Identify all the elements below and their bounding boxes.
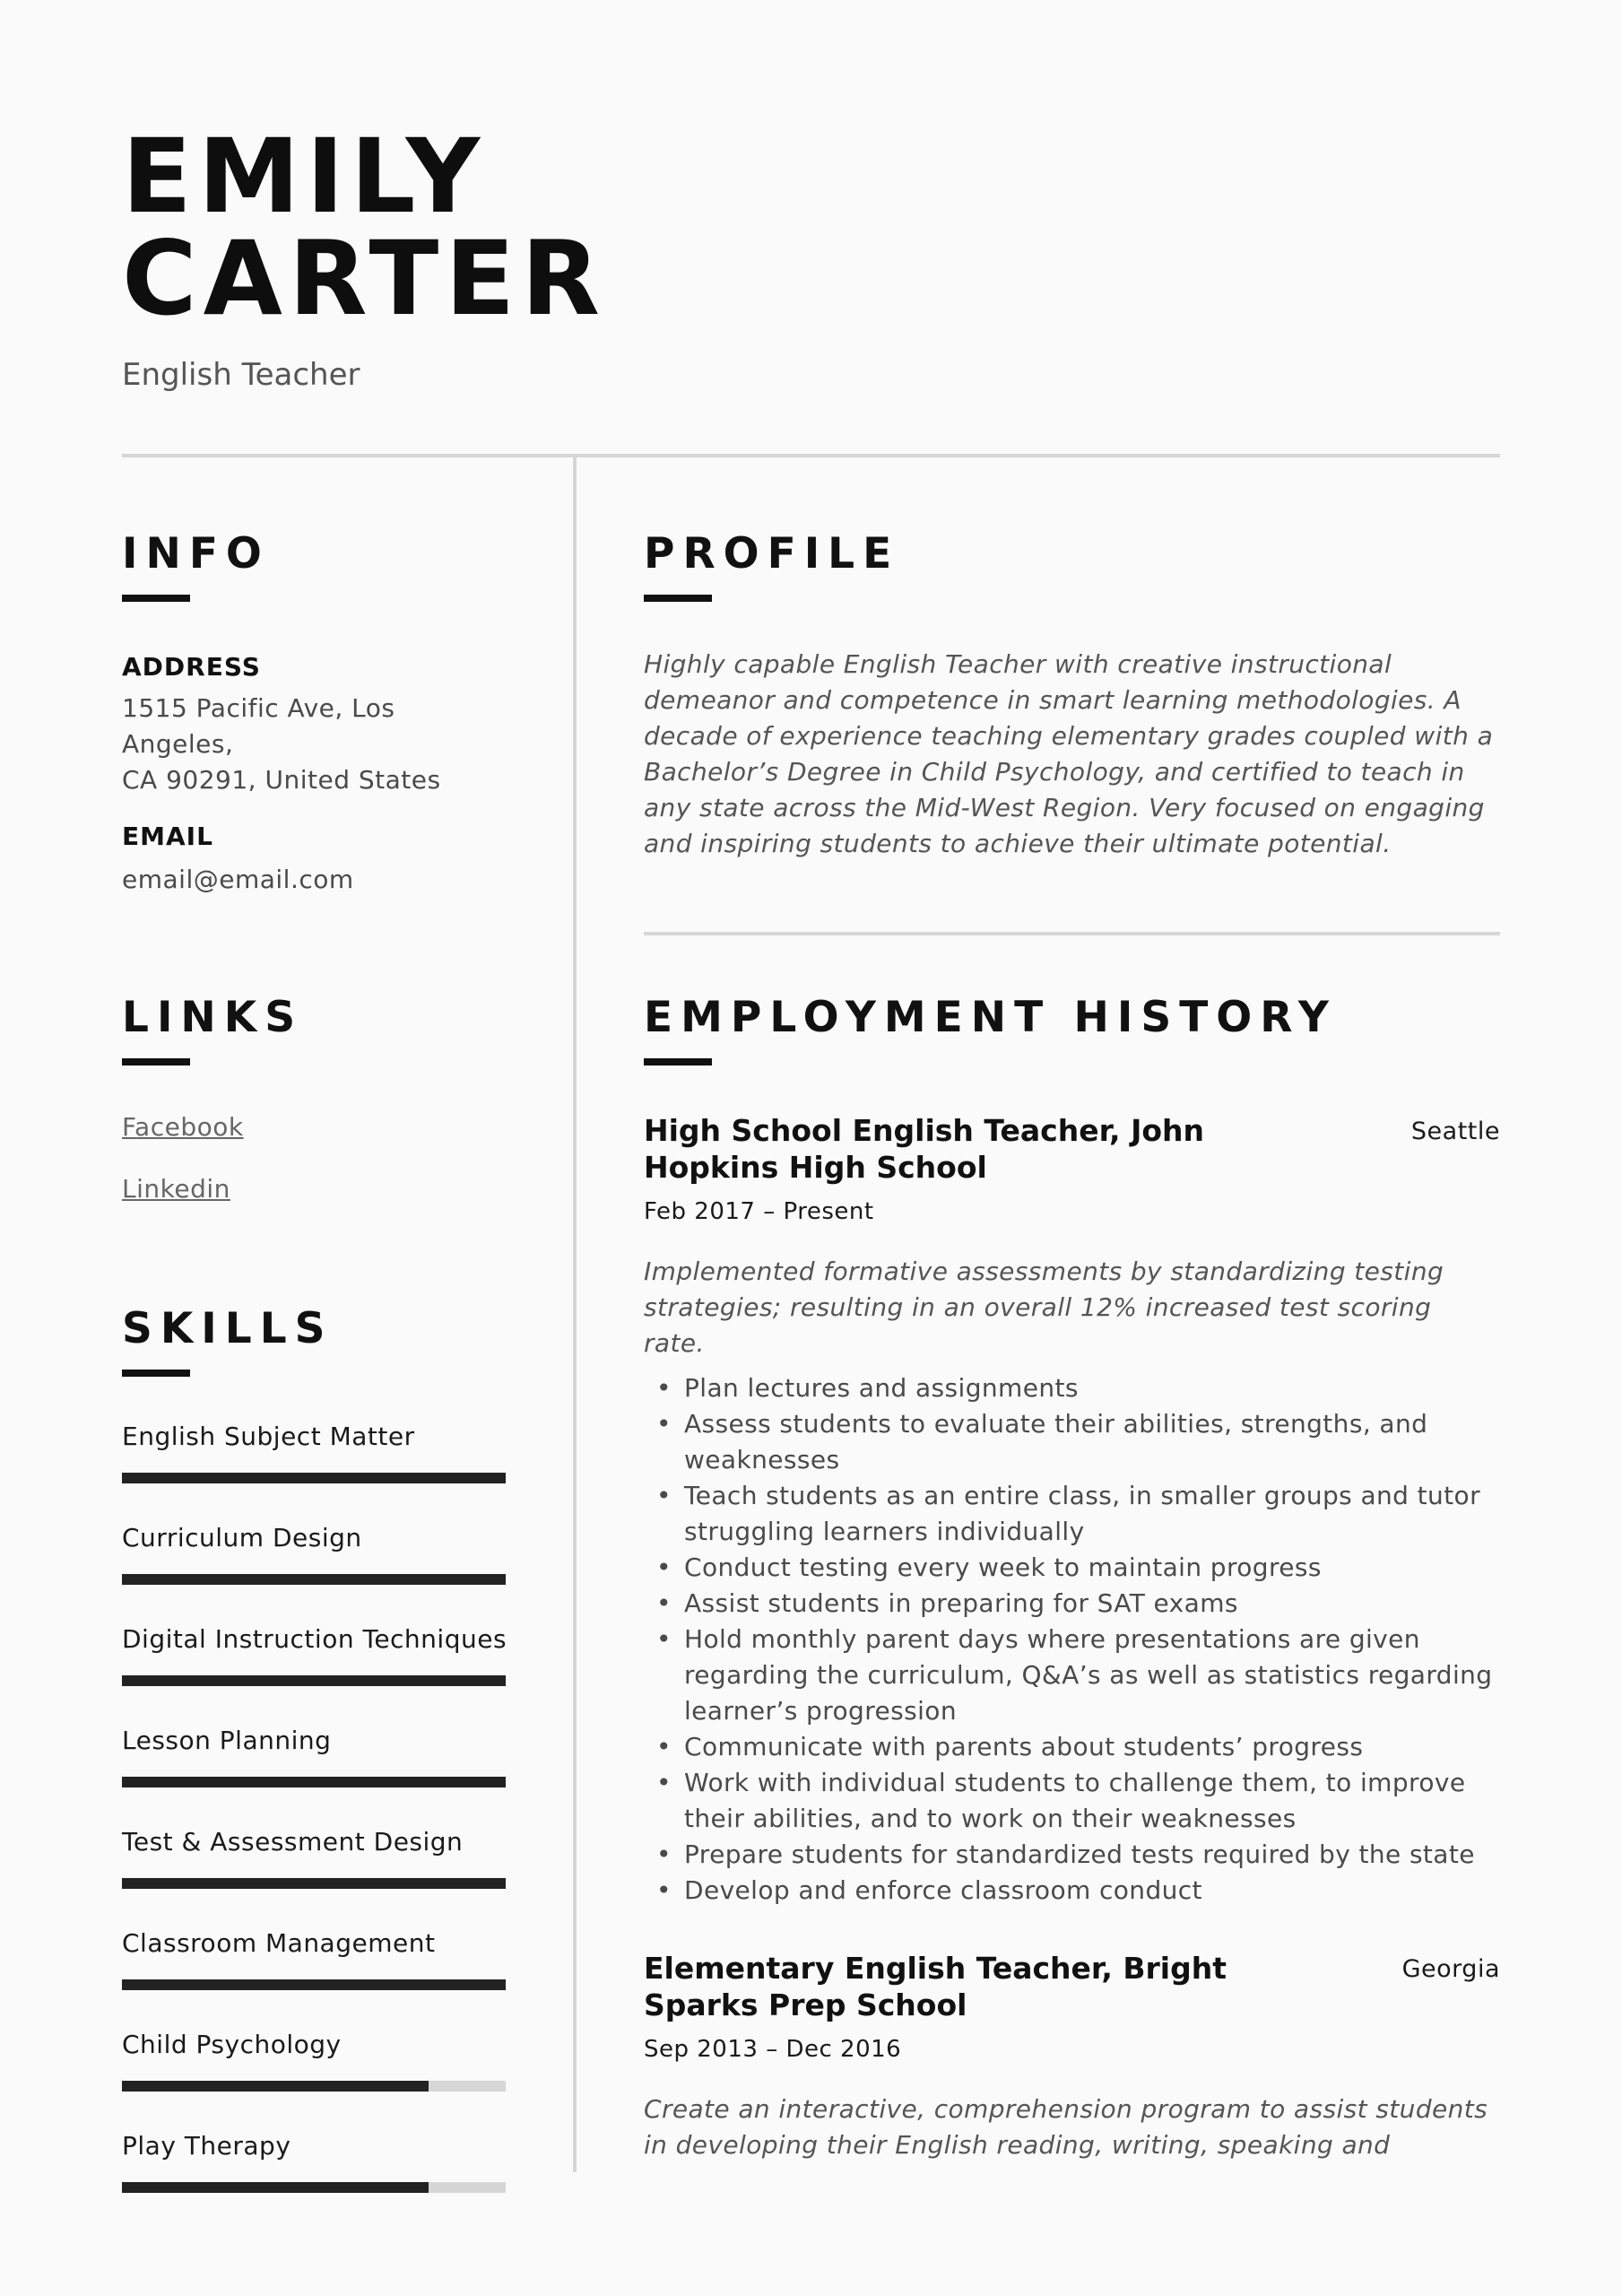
list-item: • Plan lectures and assignments (644, 1370, 1500, 1406)
skill-name: Digital Instruction Techniques (122, 1624, 507, 1654)
job-header (644, 1950, 1500, 2023)
skill-level-bar (122, 1777, 506, 1787)
job-duties-list (644, 1370, 1500, 1909)
job-description: Create an interactive, comprehension program to assist students in developing their English reading, writing, speaking and (644, 2094, 1488, 2160)
employment-section (644, 993, 1500, 2163)
facebook-link[interactable]: Facebook (122, 1112, 244, 1142)
job-dates: Feb 2017 – Present (644, 1198, 874, 1225)
left-column (122, 457, 507, 2193)
profile-heading-bar (644, 595, 712, 602)
right-column (644, 457, 1500, 2163)
column-divider (573, 457, 577, 2172)
job-entry (644, 1112, 1500, 1909)
skill-name: Test & Assessment Design (122, 1827, 464, 1857)
list-item: • Assess students to evaluate their abilities, strengths, and weaknesses (644, 1406, 1500, 1478)
skill-level-fill (122, 1675, 506, 1686)
list-item: • Hold monthly parent days where presentations are given regarding the curriculum, Q&A’s as well as statistics regarding learner’s progression (644, 1622, 1500, 1729)
info-heading-bar (122, 595, 190, 602)
job-location: Georgia (1401, 1955, 1500, 1983)
skill-level-bar (122, 1675, 506, 1686)
profile-section (644, 529, 1500, 862)
skill-level-bar (122, 2081, 506, 2092)
job-dates: Sep 2013 – Dec 2016 (644, 2036, 902, 2063)
employment-heading: EMPLOYMENT HISTORY (644, 993, 1337, 1042)
skill-name: Play Therapy (122, 2131, 291, 2161)
skill-item (122, 1624, 507, 1686)
skill-level-fill (122, 2081, 429, 2092)
skills-heading-bar (122, 1370, 190, 1377)
skill-item (122, 1523, 507, 1585)
skill-level-fill (122, 1473, 506, 1483)
skill-item (122, 2131, 507, 2193)
skill-item (122, 2030, 507, 2092)
links-heading-bar (122, 1058, 190, 1065)
candidate-name (122, 117, 606, 338)
skills-section (122, 1304, 507, 2193)
job-description: Implemented formative assessments by standardizing testing strategies; resulting in an overall 12% increased test scoring rate. (644, 1257, 1444, 1358)
skill-level-fill (122, 1878, 506, 1889)
list-item: • Work with individual students to challenge them, to improve their abilities, and to work on their weaknesses (644, 1765, 1500, 1837)
job-title-employer: High School English Teacher, John Hopkins High School (644, 1113, 1205, 1185)
list-item: • Conduct testing every week to maintain progress (644, 1550, 1500, 1586)
address-label: ADDRESS (122, 652, 261, 682)
skill-name: Curriculum Design (122, 1523, 362, 1552)
skill-level-bar (122, 1878, 506, 1889)
list-item: • Communicate with parents about students’ progress (644, 1729, 1500, 1765)
first-name: EMILY (122, 117, 487, 236)
list-item: • Teach students as an entire class, in smaller groups and tutor struggling learners individually (644, 1478, 1500, 1550)
skill-item (122, 1928, 507, 1990)
skill-level-fill (122, 1777, 506, 1787)
links-heading: LINKS (122, 993, 304, 1042)
links-section (122, 993, 507, 1204)
job-entry (644, 1950, 1500, 2163)
address-line-2: CA 90291, United States (122, 765, 441, 795)
list-item: • Assist students in preparing for SAT exams (644, 1586, 1500, 1622)
skill-level-fill (122, 1574, 506, 1585)
list-item: • Prepare students for standardized tests required by the state (644, 1837, 1500, 1873)
skill-level-bar (122, 2182, 506, 2193)
email-label: EMAIL (122, 822, 213, 851)
email-value: email@email.com (122, 865, 354, 894)
address-line-1: 1515 Pacific Ave, Los Angeles, (122, 693, 395, 759)
skill-name: Classroom Management (122, 1928, 436, 1958)
linkedin-link[interactable]: Linkedin (122, 1174, 230, 1204)
job-header (644, 1112, 1500, 1186)
list-item: • Develop and enforce classroom conduct (644, 1873, 1500, 1909)
skill-item (122, 1422, 507, 1483)
skill-level-bar (122, 1473, 506, 1483)
info-heading: INFO (122, 529, 270, 578)
skill-level-fill (122, 2182, 429, 2193)
profile-divider (644, 932, 1500, 935)
skill-level-bar (122, 1979, 506, 1990)
skill-name: Child Psychology (122, 2030, 342, 2059)
skill-name: English Subject Matter (122, 1422, 415, 1451)
skill-level-fill (122, 1979, 506, 1990)
last-name: CARTER (122, 219, 606, 338)
skill-name: Lesson Planning (122, 1726, 332, 1755)
skill-item (122, 1827, 507, 1889)
skills-heading: SKILLS (122, 1304, 334, 1353)
profile-heading: PROFILE (644, 529, 900, 578)
job-title-employer: Elementary English Teacher, Bright Sparks Prep School (644, 1951, 1227, 2022)
employment-heading-bar (644, 1058, 712, 1065)
skill-item (122, 1726, 507, 1787)
skills-list (122, 1422, 507, 2193)
profile-summary: Highly capable English Teacher with creative instructional demeanor and competence in smart learning methodologies. A decade of experience teaching elementary grades coupled with a Bachelor’s Degree in Child Psychology, and certified to teach in any state across the Mid-West Region. Very focused on engaging and inspiring students to achieve their ultimate potential. (644, 649, 1494, 858)
job-title: English Teacher (122, 357, 360, 393)
job-location: Seattle (1410, 1118, 1500, 1145)
skill-level-bar (122, 1574, 506, 1585)
info-section (122, 529, 507, 898)
